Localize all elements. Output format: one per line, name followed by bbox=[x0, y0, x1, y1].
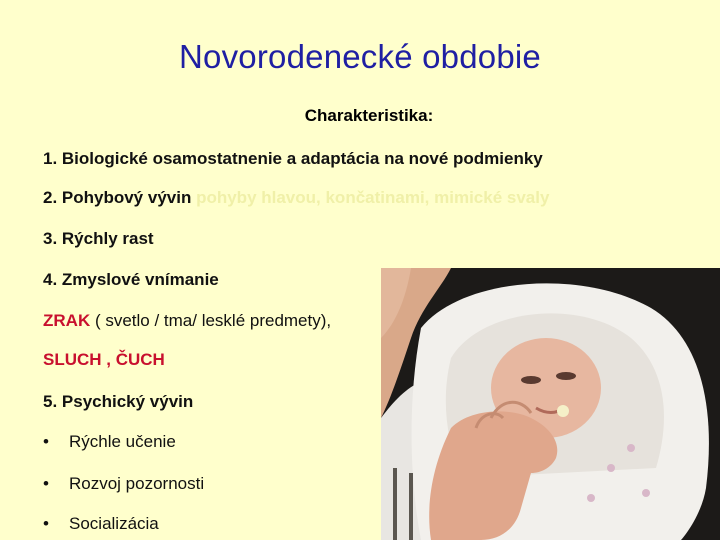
newborn-photo-illustration bbox=[381, 268, 720, 540]
item-motor-label: 2. Pohybový vývin bbox=[43, 188, 192, 207]
bullet-dot: • bbox=[43, 514, 49, 533]
item-biological: 1. Biologické osamostatnenie a adaptácia na nové podmienky bbox=[43, 149, 543, 168]
item-vision bbox=[43, 311, 331, 331]
item-psychic: 5. Psychický vývin bbox=[43, 392, 194, 411]
bullet-dot: • bbox=[43, 474, 49, 493]
bullet-item bbox=[43, 474, 204, 494]
item-motor-detail: pohyby hlavou, končatinami, mimické svaly bbox=[196, 188, 550, 207]
bullet-text: Socializácia bbox=[69, 514, 159, 533]
bullet-item bbox=[43, 514, 159, 534]
item-motor bbox=[43, 188, 549, 208]
newborn-photo bbox=[381, 268, 720, 540]
vision-label: ZRAK bbox=[43, 311, 91, 330]
item-growth: 3. Rýchly rast bbox=[43, 229, 154, 248]
bullet-dot: • bbox=[43, 432, 49, 451]
item-hearing-smell: SLUCH , ČUCH bbox=[43, 350, 165, 369]
bullet-text: Rozvoj pozornosti bbox=[69, 474, 205, 493]
bullet-item bbox=[43, 432, 176, 452]
item-senses: 4. Zmyslové vnímanie bbox=[43, 270, 219, 289]
vision-text: ( svetlo / tma/ lesklé predmety), bbox=[90, 311, 332, 330]
bullet-text: Rýchle učenie bbox=[69, 432, 176, 451]
slide-subtitle: Charakteristika: bbox=[304, 106, 434, 125]
slide-title: Novorodenecké obdobie bbox=[179, 38, 541, 75]
